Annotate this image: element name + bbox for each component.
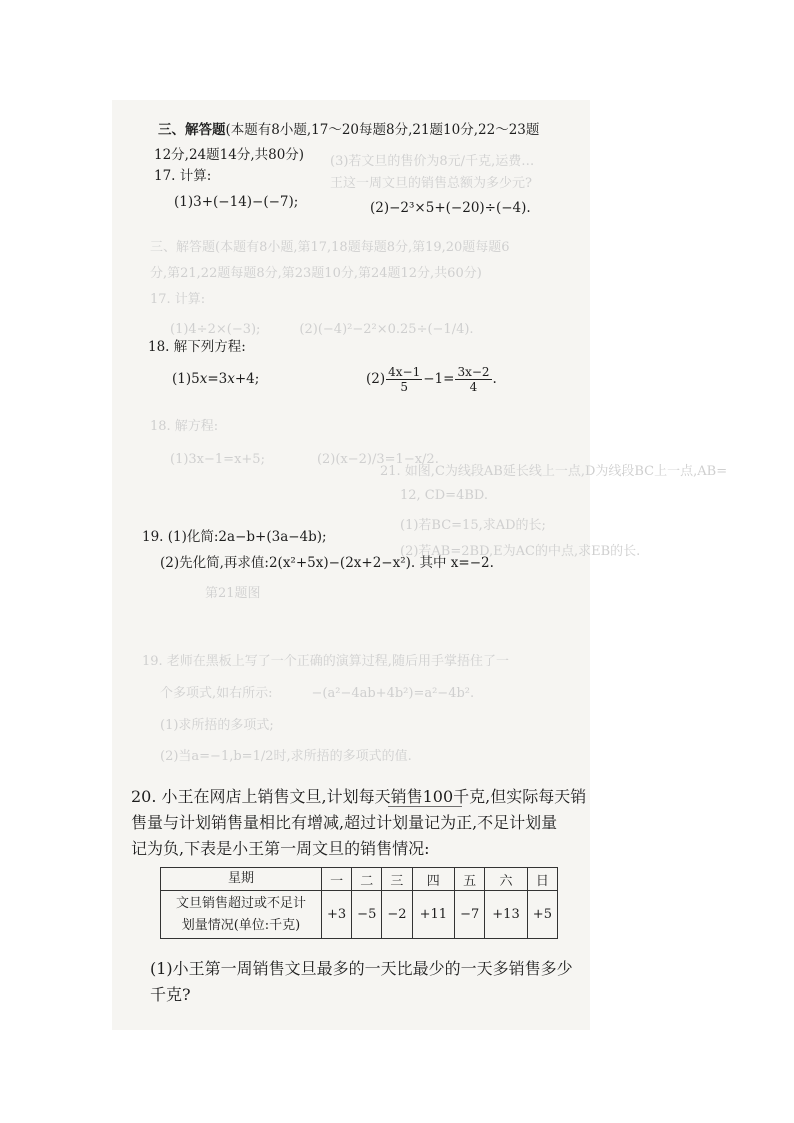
table-cell: +11 xyxy=(412,891,455,939)
table-row-label-line-1: 文旦销售超过或不足计 xyxy=(175,895,306,911)
q18-p1-tail: +4; xyxy=(234,371,260,387)
section-note-line-2: 12分,24题14分,共80分) xyxy=(154,147,305,163)
bleed-through-text: 21. 如图,C为线段AB延长线上一点,D为线段BC上一点,AB= xyxy=(380,464,728,479)
table-cell: +5 xyxy=(527,891,557,939)
q18-p2-mid: −1= xyxy=(423,371,455,387)
table-row-label xyxy=(161,891,322,939)
bleed-through-text: (1)3x−1=x+5; (2)(x−2)/3=1−x/2. xyxy=(170,452,439,467)
question-18-label: 18. 解下列方程: xyxy=(148,339,246,355)
table-header-day: 四 xyxy=(412,868,455,891)
sales-table xyxy=(160,867,558,939)
q18-p2-end: . xyxy=(492,371,497,387)
bleed-through-text: 17. 计算: xyxy=(150,292,206,307)
table-header-day: 五 xyxy=(455,868,485,891)
question-18-part-1: (1)5x=3x+4; xyxy=(172,371,260,387)
question-19-part-1: 19. (1)化简:2a−b+(3a−4b); xyxy=(142,529,327,545)
fraction-2-numerator: 3x−2 xyxy=(457,365,490,379)
question-19-part-2: (2)先化简,再求值:2(x²+5x)−(2x+2−x²). 其中 x=−2. xyxy=(160,555,494,571)
bleed-through-text: (2)当a=−1,b=1/2时,求所捂的多项式的值. xyxy=(160,749,412,764)
fraction-1-numerator: 4x−1 xyxy=(388,365,421,379)
bleed-through-text: 18. 解方程: xyxy=(150,419,219,434)
bleed-through-text: 王这一周文旦的销售总额为多少元? xyxy=(330,176,532,191)
section-note-line-1: (本题有8小题,17～20每题8分,21题10分,22～23题 xyxy=(225,122,540,138)
bleed-through-text: (1)若BC=15,求AD的长; xyxy=(400,518,546,533)
table-row xyxy=(161,891,558,939)
table-cell: −2 xyxy=(382,891,412,939)
fraction-1 xyxy=(386,365,422,394)
bleed-through-text: (1)求所捂的多项式; xyxy=(160,718,274,733)
table-row-label-line-2: 划量情况(单位:千克) xyxy=(181,917,301,933)
fraction-2 xyxy=(455,365,491,394)
bleed-through-text: 三、解答题(本题有8小题,第17,18题每题8分,第19,20题每题6 xyxy=(150,240,510,255)
question-17-part-2: (2)−2³×5+(−20)÷(−4). xyxy=(370,200,531,216)
q18-p1-rest: =3 xyxy=(207,371,228,387)
table-header-day: 三 xyxy=(382,868,412,891)
question-17-part-1: (1)3+(−14)−(−7); xyxy=(174,194,299,210)
q18-p2-prefix: (2) xyxy=(366,371,386,387)
question-20-line-3: 记为负,下表是小王第一周文旦的销售情况: xyxy=(131,839,430,858)
question-20-line-2: 售量与计划销售量相比有增减,超过计划量记为正,不足计划量 xyxy=(131,813,558,832)
bleed-through-text: 12, CD=4BD. xyxy=(400,488,488,503)
question-20-sub-1-line-2: 千克? xyxy=(150,985,191,1004)
table-cell: +3 xyxy=(322,891,352,939)
table-cell: −7 xyxy=(455,891,485,939)
fraction-2-denominator: 4 xyxy=(469,380,478,394)
table-header-day: 日 xyxy=(527,868,557,891)
table-header-label: 星期 xyxy=(161,868,322,891)
question-18-part-2 xyxy=(366,365,497,394)
bleed-through-text: 第21题图 xyxy=(205,586,261,601)
bleed-through-text: (1)4÷2×(−3); (2)(−4)²−2²×0.25÷(−1/4). xyxy=(170,322,474,337)
table-header-day: 二 xyxy=(352,868,382,891)
fraction-1-denominator: 5 xyxy=(400,380,408,394)
table-header-day: 六 xyxy=(485,868,528,891)
bleed-through-text: 分,第21,22题每题8分,第23题10分,第24题12分,共60分) xyxy=(150,266,482,281)
table-cell: +13 xyxy=(485,891,528,939)
bleed-through-text: (2)若AB=2BD,E为AC的中点,求EB的长. xyxy=(400,544,641,559)
bleed-through-text: (3)若文旦的售价为8元/千克,运费… xyxy=(330,154,535,169)
question-20-sub-1-line-1: (1)小王第一周销售文旦最多的一天比最少的一天多销售多少 xyxy=(150,959,573,978)
section-title xyxy=(158,121,539,139)
question-17-label: 17. 计算: xyxy=(154,168,212,184)
section-heading: 三、解答题 xyxy=(158,122,226,138)
question-20-line-1: 20. 小王在网店上销售文旦,计划每天销售100千克,但实际每天销 xyxy=(131,787,587,806)
pen-underline xyxy=(388,806,462,807)
table-cell: −5 xyxy=(352,891,382,939)
bleed-through-text: 19. 老师在黑板上写了一个正确的演算过程,随后用手掌捂住了一 xyxy=(142,654,509,669)
table-header-day: 一 xyxy=(322,868,352,891)
bleed-through-text: 个多项式,如右所示: −(a²−4ab+4b²)=a²−4b². xyxy=(160,686,475,701)
q18-p1-prefix: (1)5 xyxy=(172,371,200,387)
table-header-row xyxy=(161,868,558,891)
